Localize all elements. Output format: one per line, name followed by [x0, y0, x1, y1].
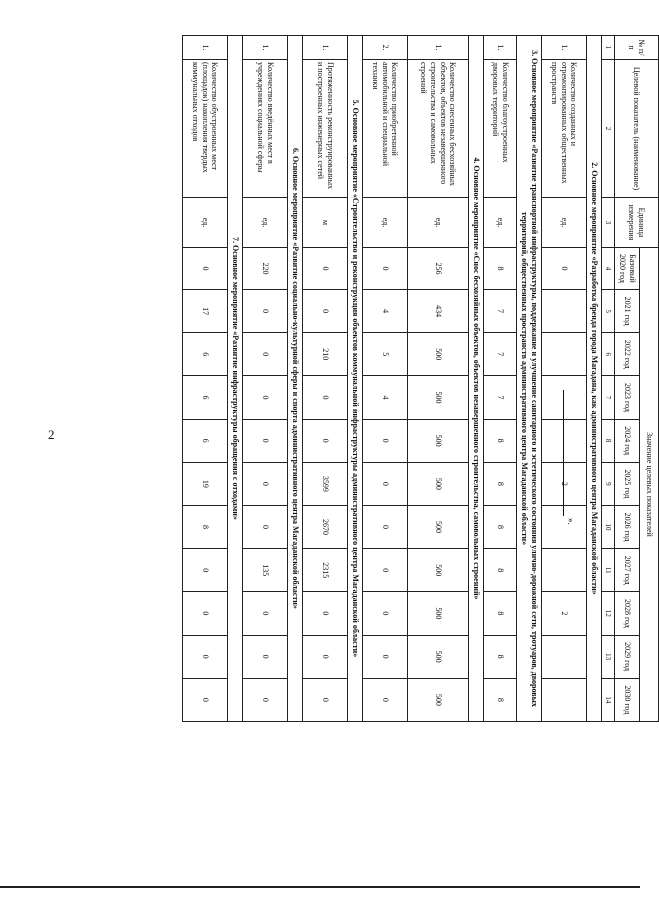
year-header: 2027 год: [615, 549, 640, 592]
value-cell: 8: [484, 248, 517, 290]
value-cell: 17: [183, 290, 228, 333]
value-cell: 135: [243, 549, 288, 592]
value-cell: 0: [243, 333, 288, 376]
column-number: 6: [602, 333, 615, 376]
value-cell: 4: [363, 290, 408, 333]
value-cell: 4: [363, 376, 408, 419]
value-cell: 0: [363, 419, 408, 462]
column-number: 7: [602, 376, 615, 419]
value-cell: 0: [183, 592, 228, 635]
indicator-name: Количество приобретенной автомобильной и специальной техники: [363, 60, 408, 198]
value-cell: 500: [408, 549, 469, 592]
value-cell: 0: [243, 376, 288, 419]
indicator-name: Протяженность реконструированных и построенных инженерных сетей: [303, 60, 348, 198]
unit-cell: ед.: [408, 198, 469, 248]
section-title: 6. Основное мероприятие «Развитие социально-культурной сферы и спорта административного центра Магаданской области»: [288, 36, 303, 722]
value-cell: 8: [183, 505, 228, 548]
value-cell: 500: [408, 592, 469, 635]
value-cell: 500: [408, 333, 469, 376]
value-cell: 500: [408, 678, 469, 721]
value-cell: 0: [303, 419, 348, 462]
year-header: 2029 год: [615, 635, 640, 678]
value-cell: 434: [408, 290, 469, 333]
column-number: 13: [602, 635, 615, 678]
table-row: [183, 36, 228, 722]
header-group: Значение целевых показателей: [640, 248, 659, 722]
section-row: [228, 36, 243, 722]
row-number: 1.: [183, 36, 228, 60]
unit-cell: ед.: [243, 198, 288, 248]
value-cell: 0: [243, 678, 288, 721]
indicator-name: Количество обустроенных мест (площадок) накопления твердых коммунальных отходов: [183, 60, 228, 198]
value-cell: 8: [484, 635, 517, 678]
value-cell: 0: [363, 678, 408, 721]
indicator-name: Количество созданных и отремонтированных общественных пространств: [542, 60, 587, 198]
section-title: 7. Основное мероприятие «Развитие инфраструктуры обращения с отходами»: [228, 36, 243, 722]
value-cell: 210: [303, 333, 348, 376]
value-cell: 8: [484, 419, 517, 462]
value-cell: 7: [484, 376, 517, 419]
value-cell: [542, 333, 587, 376]
table-row: [363, 36, 408, 722]
table-row: [542, 36, 587, 722]
value-cell: [542, 635, 587, 678]
value-cell: 0: [542, 248, 587, 290]
value-cell: 0: [183, 549, 228, 592]
year-header: 2024 год: [615, 419, 640, 462]
row-number: 1.: [303, 36, 348, 60]
year-header: 2022 год: [615, 333, 640, 376]
value-cell: 2: [542, 462, 587, 505]
year-header: 2025 год: [615, 462, 640, 505]
value-cell: 0: [183, 248, 228, 290]
value-cell: 500: [408, 635, 469, 678]
column-number: 10: [602, 505, 615, 548]
column-number: 9: [602, 462, 615, 505]
section-row: [587, 36, 602, 722]
section-title: 4. Основное мероприятие «Снос бесхозяйных объектов, объектов незавершенного строительства, самовольных строений»: [469, 36, 484, 722]
value-cell: 0: [363, 462, 408, 505]
column-number: 3: [602, 198, 615, 248]
value-cell: 0: [183, 635, 228, 678]
table-row: [243, 36, 288, 722]
value-cell: 0: [303, 290, 348, 333]
section-title: 2. Основное мероприятие «Разработка бренда города Магадана, как административного центра Магаданской области»: [587, 36, 602, 722]
value-cell: 500: [408, 419, 469, 462]
value-cell: 8: [484, 678, 517, 721]
footer-rule: [0, 886, 640, 888]
column-number: 5: [602, 290, 615, 333]
year-header: 2026 год: [615, 505, 640, 548]
value-cell: 0: [303, 678, 348, 721]
table-row: [303, 36, 348, 722]
value-cell: [542, 505, 587, 548]
header-indicator: Целевой показатель (наименование): [615, 60, 659, 198]
unit-cell: ед.: [183, 198, 228, 248]
value-cell: 7: [484, 333, 517, 376]
value-cell: 8: [484, 549, 517, 592]
value-cell: 0: [363, 592, 408, 635]
column-number: 2: [602, 60, 615, 198]
section-title: 3. Основное мероприятие «Развитие транспортной инфраструктуры, поддержание и улучшение санитарного и эстетического состояния улично-дорожной сети, тротуаров, дворовых территорий, общественных пространств административного центра Магаданской области»: [517, 36, 542, 722]
section-row: [288, 36, 303, 722]
value-cell: 8: [484, 592, 517, 635]
value-cell: [542, 678, 587, 721]
row-number: 1.: [408, 36, 469, 60]
indicator-name: Количество благоустроенных дворовых территорий: [484, 60, 517, 198]
year-header: 2021 год: [615, 290, 640, 333]
value-cell: 0: [243, 505, 288, 548]
unit-cell: ед.: [542, 198, 587, 248]
table-row: [484, 36, 517, 722]
value-cell: 2670: [303, 505, 348, 548]
year-header: 2023 год: [615, 376, 640, 419]
value-cell: 0: [243, 592, 288, 635]
value-cell: 0: [183, 678, 228, 721]
table-rotated-wrapper: [99, 35, 659, 721]
value-cell: 0: [243, 635, 288, 678]
value-cell: [542, 549, 587, 592]
row-number: 2.: [363, 36, 408, 60]
value-cell: [542, 376, 587, 419]
value-cell: 8: [484, 462, 517, 505]
value-cell: [542, 290, 587, 333]
row-number: 1.: [542, 36, 587, 60]
year-header: 2028 год: [615, 592, 640, 635]
column-number: 4: [602, 248, 615, 290]
table-rotated: [99, 35, 659, 721]
header-unit: Единица измерения: [615, 198, 659, 248]
column-number: 11: [602, 549, 615, 592]
column-number: 14: [602, 678, 615, 721]
value-cell: 0: [303, 248, 348, 290]
value-cell: 2: [542, 592, 587, 635]
value-cell: 256: [408, 248, 469, 290]
value-cell: 0: [363, 248, 408, 290]
value-cell: [542, 419, 587, 462]
closing-mark: ».: [566, 518, 576, 525]
value-cell: 3599: [303, 462, 348, 505]
value-cell: 0: [243, 462, 288, 505]
value-cell: 500: [408, 376, 469, 419]
value-cell: 0: [303, 635, 348, 678]
value-cell: 0: [243, 290, 288, 333]
page-number: 2: [48, 427, 55, 442]
indicator-name: Количество снесенных бесхозяйных объектов, объектов незавершенного строительства и самовольных строений: [408, 60, 469, 198]
value-cell: 500: [408, 462, 469, 505]
column-number: 12: [602, 592, 615, 635]
value-cell: 220: [243, 248, 288, 290]
value-cell: 6: [183, 333, 228, 376]
header-no: № п/п: [615, 36, 659, 60]
value-cell: 2315: [303, 549, 348, 592]
year-header: Базовый 2020 год: [615, 248, 640, 290]
section-row: [517, 36, 542, 722]
value-cell: 0: [363, 549, 408, 592]
column-number: 8: [602, 419, 615, 462]
section-row: [348, 36, 363, 722]
row-number: 1.: [484, 36, 517, 60]
value-cell: 6: [183, 376, 228, 419]
row-number: 1.: [243, 36, 288, 60]
value-cell: 0: [363, 505, 408, 548]
indicator-name: Количество введённых мест в учреждениях социальной сферы: [243, 60, 288, 198]
value-cell: 0: [363, 635, 408, 678]
column-number: 1: [602, 36, 615, 60]
year-header: 2030 год: [615, 678, 640, 721]
value-cell: 8: [484, 505, 517, 548]
table-row: [408, 36, 469, 722]
section-title: 5. Основное мероприятие «Строительство и реконструкция объектов коммунальной инфраструктуры административного центра Магаданской области»: [348, 36, 363, 722]
value-cell: 500: [408, 505, 469, 548]
unit-cell: м: [303, 198, 348, 248]
value-cell: 0: [303, 592, 348, 635]
value-cell: 0: [243, 419, 288, 462]
unit-cell: ед.: [363, 198, 408, 248]
value-cell: 7: [484, 290, 517, 333]
unit-cell: ед.: [484, 198, 517, 248]
value-cell: 0: [303, 376, 348, 419]
value-cell: 6: [183, 419, 228, 462]
value-cell: 19: [183, 462, 228, 505]
indicators-table: [182, 35, 659, 722]
value-cell: 5: [363, 333, 408, 376]
section-row: [469, 36, 484, 722]
